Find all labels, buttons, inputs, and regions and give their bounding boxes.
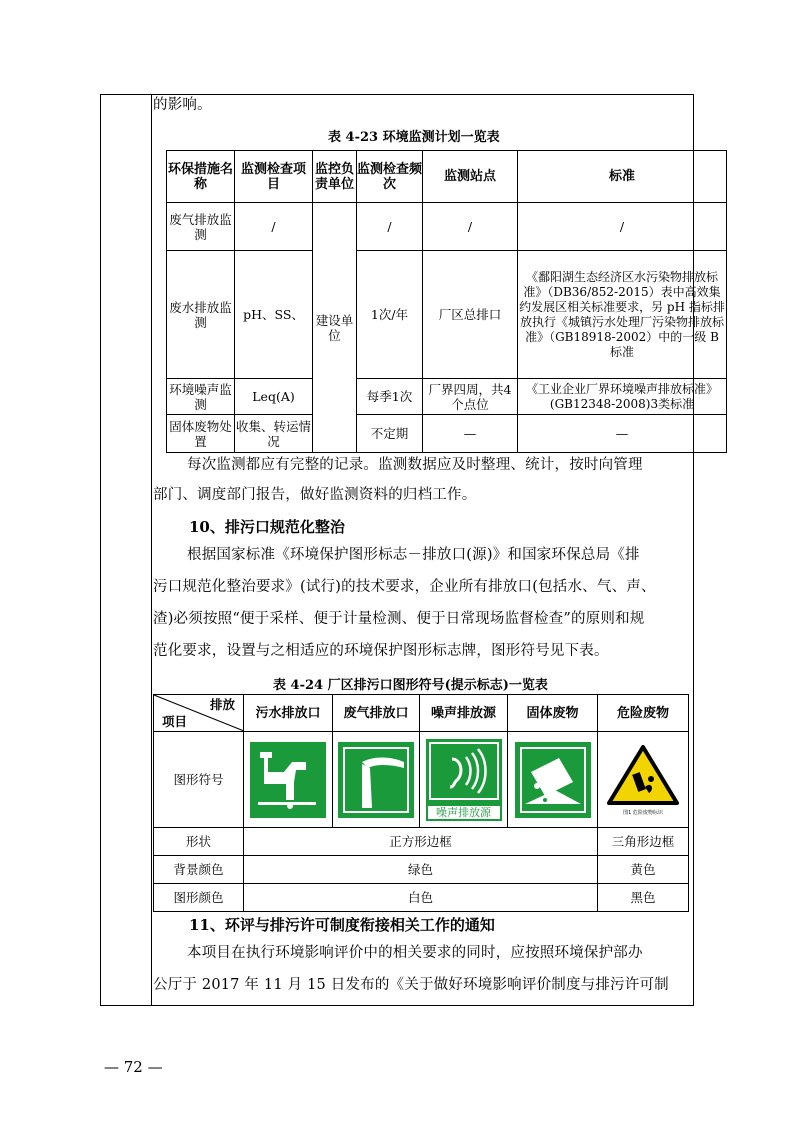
solid-waste-icon: [515, 742, 591, 818]
outlet-symbol-table: 排放 项目 污水排放口 废气排放口 噪声排放源 固体废物 危险废物 图形符号 噪声排放源 图1 危险废物标识 形状 正方形边框 三角形边框 背景颜色 绿色 黄色 图形颜色 白色 黑色: [153, 694, 689, 912]
monitoring-plan-table: [166, 150, 727, 453]
page-number: — 72 —: [104, 1058, 163, 1076]
paragraph-line: 渣)必须按照“便于采样、便于计量检测、便于日常现场监督检查”的原则和规: [153, 611, 645, 627]
section-heading-11: 11、环评与排污许可制度衔接相关工作的通知: [189, 916, 495, 934]
table-row: 废水排放监测 pH、SS、 1次/年 厂区总排口 《鄱阳湖生态经济区水污染物排放标准》（DB36/852-2015）表中高效集约发展区相关标准要求，另 pH 指标排放执行《城镇污水处理厂污染物排放标准》（GB18918-2002）中的一级 B 标准: [167, 251, 727, 379]
table-row: 废气排放监测 / 建设单位 / / /: [167, 203, 727, 251]
column-header: 固体废物: [508, 695, 598, 732]
content-area: [153, 94, 725, 1006]
hazard-caption: 图1 危险废物标识: [623, 810, 663, 816]
paragraph-line: 范化要求，设置与之相适应的环境保护图形标志牌，图形符号见下表。: [153, 643, 609, 659]
column-header: 危险废物: [598, 695, 689, 732]
column-header: 废气排放口: [333, 695, 420, 732]
header-cell: 监测检查频次: [357, 151, 423, 203]
paragraph-line: 污口规范化整治要求》(试行)的技术要求，企业所有排放口(包括水、气、声、: [153, 579, 656, 595]
paragraph-line: 根据国家标准《环境保护图形标志－排放口(源)》和国家环保总局《排: [187, 547, 640, 563]
paragraph-line: 每次监测都应有完整的记录。监测数据应及时整理、统计，按时向管理: [187, 457, 643, 473]
row-label: 图形符号: [154, 732, 244, 828]
table1-caption: 表 4-23 环境监测计划一览表: [328, 130, 500, 145]
paragraph-line: 本项目在执行环境影响评价中的相关要求的同时，应按照环境保护部办: [187, 945, 643, 961]
sewage-outlet-icon: [250, 742, 326, 818]
exhaust-outlet-icon: [338, 742, 414, 818]
header-cell: 监测检查项目: [235, 151, 313, 203]
section-heading-10: 10、排污口规范化整治: [189, 518, 345, 536]
noise-sign-label: 噪声排放源: [428, 806, 500, 819]
table-row: 固体废物处置 收集、转运情况 不定期 — —: [167, 415, 727, 453]
table2-caption: 表 4-24 厂区排污口图形符号(提示标志)一览表: [273, 678, 548, 693]
intro-line: 的影响。: [153, 97, 212, 113]
column-header: 污水排放口: [244, 695, 333, 732]
corner-cell: 排放 项目: [154, 695, 244, 732]
header-cell: 环保措施名称: [167, 151, 235, 203]
paragraph-line: 公厅于 2017 年 11 月 15 日发布的《关于做好环境影响评价制度与排污许可制: [153, 977, 669, 993]
header-cell: 监控负责单位: [313, 151, 357, 203]
header-cell: 标准: [518, 151, 727, 203]
noise-source-icon: [426, 739, 502, 821]
hazardous-waste-icon: [605, 743, 681, 816]
column-header: 噪声排放源: [420, 695, 508, 732]
responsible-unit-cell: 建设单位: [313, 203, 357, 453]
paragraph-line: 部门、调度部门报告，做好监测资料的归档工作。: [153, 487, 477, 503]
row-label: 图形颜色: [154, 884, 244, 912]
row-label: 背景颜色: [154, 856, 244, 884]
row-label: 形状: [154, 828, 244, 856]
table-row: 环境噪声监测 Leq(A) 每季1次 厂界四周，共4个点位 《工业企业厂界环境噪声排放标准》(GB12348-2008)3类标准: [167, 379, 727, 415]
header-cell: 监测站点: [423, 151, 518, 203]
